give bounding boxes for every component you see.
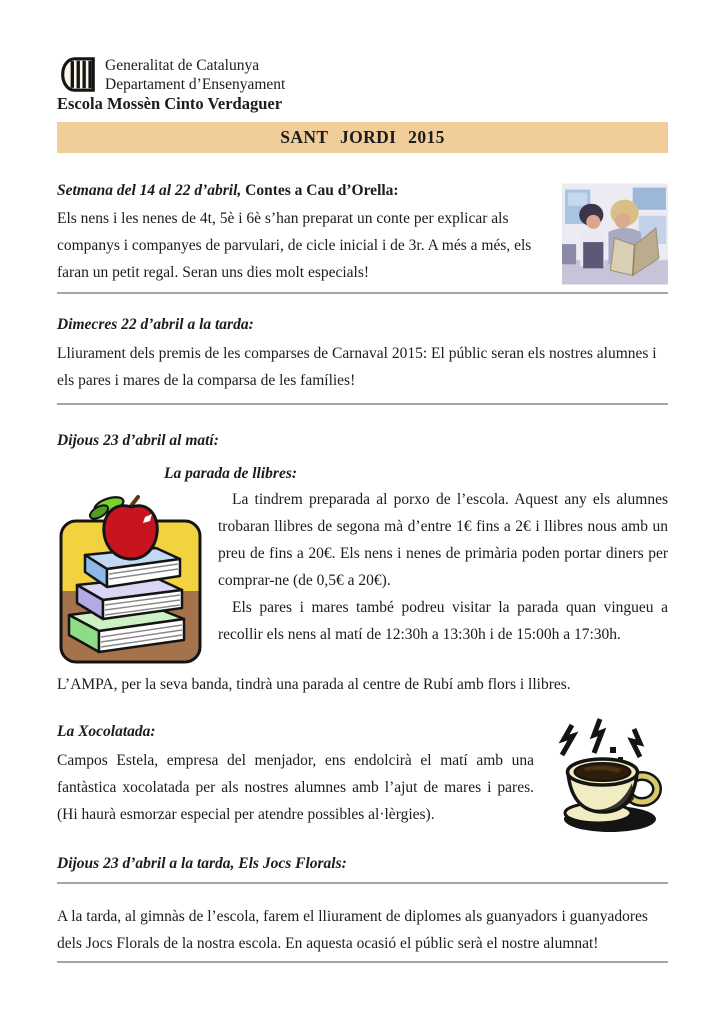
parada-text-flow xyxy=(57,486,668,698)
section-xocolatada-body: Campos Estela, empresa del menjador, ens endolcirà el matí amb una fantàstica xocolatada per als nostres alumnes amb l’ajut de mares i pares. (Hi haurà esmorzar especial per atendre possibles al·lèrgies). xyxy=(57,752,534,823)
document-content xyxy=(57,0,668,963)
page-title: SANT JORDI 2015 xyxy=(280,127,445,147)
chocolate-cup-illustration xyxy=(548,713,668,835)
ampa-note: L’AMPA, per la seva banda, tindrà una parada al centre de Rubí amb flors i llibres. xyxy=(57,676,571,693)
org-line-2: Departament d’Ensenyament xyxy=(105,75,286,93)
organization-names xyxy=(105,56,285,94)
section-jocs-heading: Dijous 23 d’abril a la tarda, Els Jocs Florals: xyxy=(57,855,347,872)
section-xocolatada xyxy=(57,721,668,828)
parada-subheading: La parada de llibres: xyxy=(164,465,298,482)
section-parada xyxy=(57,430,668,698)
contes-heading-title: Contes a Cau d’Orella: xyxy=(241,182,399,199)
letterhead xyxy=(57,56,668,113)
section-contes xyxy=(57,180,668,294)
section-parada-heading: Dijous 23 d’abril al matí: xyxy=(57,432,219,449)
divider-4 xyxy=(57,961,668,963)
children-reading-illustration xyxy=(562,182,668,286)
section-jocs-florals xyxy=(57,853,668,963)
school-name: Escola Mossèn Cinto Verdaguer xyxy=(57,94,283,113)
section-jocs-body: A la tarda, al gimnàs de l’escola, farem el lliurament de diplomes als guanyadors i guanyadores dels Jocs Florals de la nostra escola. En aquesta ocasió el públic serà el nostre alumnat! xyxy=(57,908,648,952)
letterhead-top xyxy=(57,56,668,94)
parada-paragraph-1: La tindrem preparada al porxo de l’escola. Aquest any els alumnes trobaran llibres de segona mà d’entre 1€ fins a 2€ i llibres nous amb un preu de fins a 20€. Els nens i nenes de primària poden portar diners per comprar-ne (de 0,5€ a 20€). xyxy=(218,491,668,589)
books-apple-illustration xyxy=(57,491,204,668)
generalitat-logo-icon xyxy=(59,56,96,93)
divider-1 xyxy=(57,292,668,294)
section-carnaval-body: Lliurament dels premis de les comparses de Carnaval 2015: El públic seran els nostres alumnes i els pares i mares de la comparsa de les famílies! xyxy=(57,345,657,389)
title-banner xyxy=(57,122,668,153)
parada-paragraph-2: Els pares i mares també podreu visitar la parada quan vingueu a recollir els nens al matí de 12:30h a 13:30h i de 15:00h a 17:30h. xyxy=(218,599,668,643)
contes-heading-date: Setmana del 14 al 22 d’abril, xyxy=(57,182,242,199)
divider-3 xyxy=(57,882,668,884)
section-carnaval-heading: Dimecres 22 d’abril a la tarda: xyxy=(57,316,254,333)
section-xocolatada-heading: La Xocolatada: xyxy=(57,723,156,740)
section-carnaval xyxy=(57,314,668,405)
divider-2 xyxy=(57,403,668,405)
org-line-1: Generalitat de Catalunya xyxy=(105,57,260,74)
section-contes-body: Els nens i les nenes de 4t, 5è i 6è s’han preparat un conte per explicar als companys i companyes de parvulari, de cicle inicial i de 3r. A més a més, els faran un petit regal. Seran uns dies molt especials! xyxy=(57,210,532,281)
